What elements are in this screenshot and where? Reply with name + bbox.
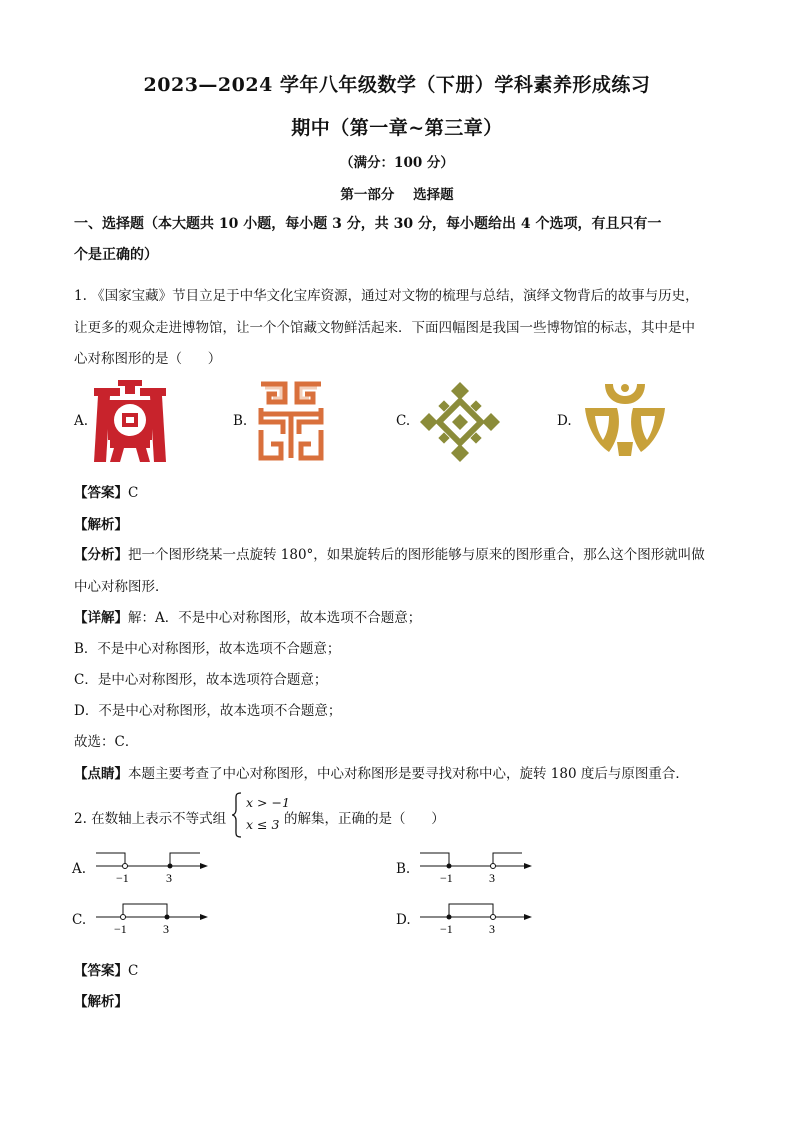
museum-logo-b-image xyxy=(255,378,327,462)
doc-title: 2023—2024 学年八年级数学（下册）学科素养形成练习 xyxy=(143,74,651,96)
tick-label-neg1: −1 xyxy=(440,922,453,936)
q1-comment-tag: 【点睛】 xyxy=(74,766,128,782)
museum-logo-d-image xyxy=(583,382,667,458)
q1-option-b-label: B. xyxy=(233,413,248,429)
tick-label-3: 3 xyxy=(489,922,495,936)
q1-comment-line xyxy=(74,762,689,782)
q2-answer-value: C xyxy=(128,963,139,979)
q2-option-b-label: B. xyxy=(396,861,411,877)
tick-label-3: 3 xyxy=(166,871,172,885)
doc-subtitle: 期中（第一章~第三章） xyxy=(291,117,503,139)
q2-analysis-line xyxy=(74,990,128,1010)
q2-option-c-label: C. xyxy=(72,912,87,928)
q2-answer-tag: 【答案】 xyxy=(74,963,128,979)
q1-fenxi-line2: 中心对称图形． xyxy=(74,579,169,595)
q2-option-a-label: A. xyxy=(72,861,87,877)
q2-stem-part-a: 2. 在数轴上表示不等式组 xyxy=(74,811,227,827)
tick-label-3: 3 xyxy=(163,922,169,936)
q1-fenxi-text1: 把一个图形绕某一点旋转 180°，如果旋转后的图形能够与原来的图形重合，那么这个图形就叫做 xyxy=(128,547,705,563)
q1-fenxi-line1 xyxy=(74,543,705,563)
q2-answer-line xyxy=(74,959,138,979)
q1-fenxi-tag: 【分析】 xyxy=(74,547,128,563)
q1-option-a-label: A. xyxy=(74,413,89,429)
q2-numberline-a xyxy=(92,846,212,888)
q1-option-c-label: C. xyxy=(396,413,411,429)
q2-numberline-d xyxy=(416,897,536,939)
q2-numberline-b xyxy=(416,846,536,888)
score-note: （满分：100 分） xyxy=(340,155,454,171)
q1-answer-tag: 【答案】 xyxy=(74,485,128,501)
q2-inequality-1: x > −1 xyxy=(246,795,290,810)
tick-label-neg1: −1 xyxy=(440,871,453,885)
part-heading: 第一部分 选择题 xyxy=(340,187,454,203)
q1-stem-line3: 心对称图形的是（ ） xyxy=(74,351,222,367)
tick-label-neg1: −1 xyxy=(114,922,127,936)
section-heading-line2: 个是正确的） xyxy=(74,247,158,263)
q2-stem-part-b: 的解集，正确的是（ ） xyxy=(284,811,445,827)
q1-stem-line2: 让更多的观众走进博物馆，让一个个馆藏文物鲜活起来．下面四幅图是我国一些博物馆的标志，其中是中 xyxy=(74,320,695,336)
tick-label-neg1: −1 xyxy=(116,871,129,885)
q2-analysis-tag: 【解析】 xyxy=(74,994,128,1010)
q1-detail-text1: 解：A．不是中心对称图形，故本选项不合题意； xyxy=(128,610,422,626)
q1-detail-line1 xyxy=(74,606,421,626)
q1-analysis-tag: 【解析】 xyxy=(74,517,128,533)
q1-answer-line xyxy=(74,481,138,501)
q1-answer-value: C xyxy=(128,485,139,501)
museum-logo-c-image xyxy=(419,381,501,463)
tick-label-3: 3 xyxy=(489,871,495,885)
q1-detail-tag: 【详解】 xyxy=(74,610,128,626)
museum-logo-a-image xyxy=(92,378,168,464)
q1-detail-line2: B．不是中心对称图形，故本选项不合题意； xyxy=(74,641,341,657)
q1-detail-line3: C．是中心对称图形，故本选项符合题意； xyxy=(74,672,328,688)
q2-option-d-label: D. xyxy=(396,912,411,928)
q1-detail-line4: D．不是中心对称图形，故本选项不合题意； xyxy=(74,703,342,719)
q1-comment-text: 本题主要考查了中心对称图形，中心对称图形是要寻找对称中心，旋转 180 度后与原图重合． xyxy=(128,766,689,782)
brace-icon xyxy=(231,792,243,838)
q1-stem-line1: 1. 《国家宝藏》节目立足于中华文化宝库资源，通过对文物的梳理与总结，演绎文物背后的故事与历史， xyxy=(74,288,699,304)
q1-analysis-line xyxy=(74,513,128,533)
q1-option-d-label: D. xyxy=(557,413,572,429)
q1-choose-line: 故选：C． xyxy=(74,734,139,750)
section-heading-line1: 一、选择题（本大题共 10 小题，每小题 3 分，共 30 分，每小题给出 4 个选项，有且只有一 xyxy=(74,216,662,232)
q2-inequality-2: x ≤ 3 xyxy=(246,817,280,832)
q2-numberline-c xyxy=(92,897,212,939)
